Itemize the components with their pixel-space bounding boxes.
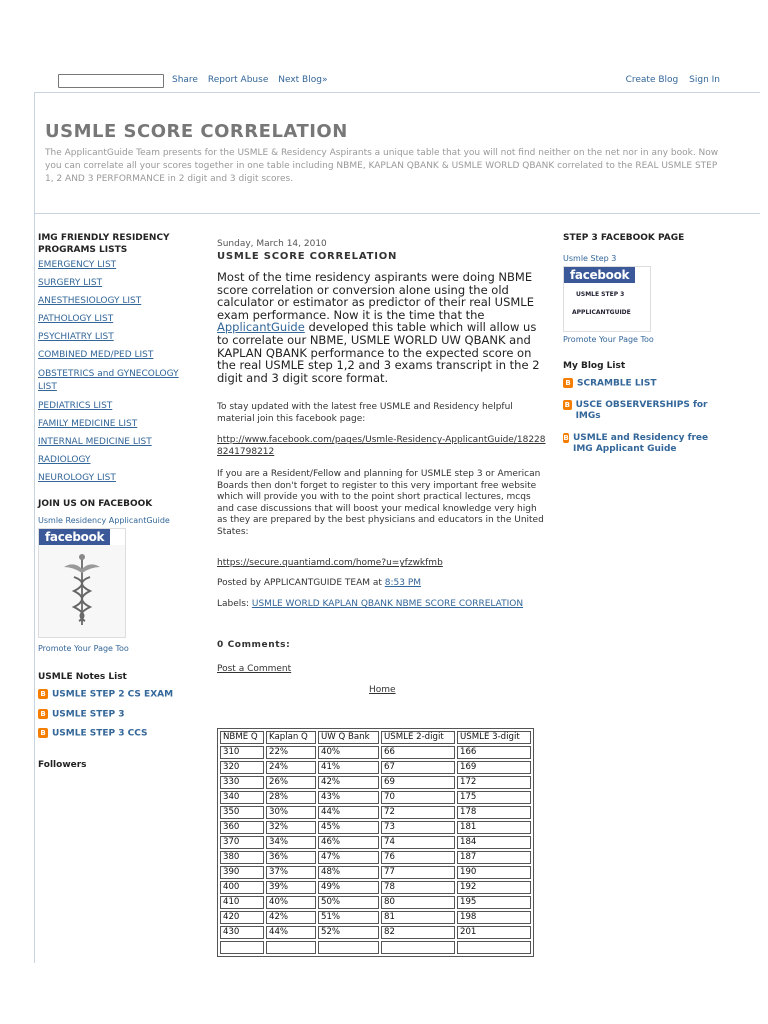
- post-comment-link[interactable]: Post a Comment: [217, 664, 292, 675]
- blog-list: [563, 378, 723, 455]
- table-cell: 340: [220, 791, 264, 804]
- blog-list-item[interactable]: B SCRAMBLE LIST: [563, 378, 723, 389]
- table-cell: 181: [457, 821, 531, 834]
- promote-page-link[interactable]: Promote Your Page Too: [38, 644, 129, 653]
- table-row: [220, 896, 531, 909]
- table-cell: 37%: [266, 866, 316, 879]
- post-intro: Most of the time residency aspirants were doing NBME score correlation or conversion alone using the old calculator or estimator as predictor of their real USMLE exam performance. Now it is the time that the ApplicantGuide developed this table which will allow us to correlate our NBME, USMLE WORLD UW QBANK and KAPLAN QBANK performance to the expected score on the real USMLE step 1,2 and 3 exams transcript in the 2 digit and 3 digit score format.: [217, 270, 540, 385]
- table-cell: 178: [457, 806, 531, 819]
- table-row: [220, 941, 531, 954]
- residency-link[interactable]: PSYCHIATRY LIST: [38, 332, 114, 342]
- facebook-logo: facebook: [39, 529, 110, 545]
- post-date: Sunday, March 14, 2010: [217, 239, 327, 249]
- post-title: USMLE SCORE CORRELATION: [217, 251, 398, 262]
- table-cell: 72: [381, 806, 455, 819]
- table-cell: [318, 941, 379, 954]
- blog-title[interactable]: USMLE SCORE CORRELATION: [45, 121, 348, 142]
- residency-link[interactable]: INTERNAL MEDICINE LIST: [38, 437, 152, 447]
- table-cell: 81: [381, 911, 455, 924]
- notes-item[interactable]: B USMLE STEP 3: [38, 709, 198, 720]
- residency-link[interactable]: PATHOLOGY LIST: [38, 314, 114, 324]
- table-cell: 42%: [318, 776, 379, 789]
- table-row: [220, 821, 531, 834]
- blog-description: The ApplicantGuide Team presents for the USMLE & Residency Aspirants a unique table that you will not find neither on the net nor in any book. Now you can correlate all your scores together in one table including NBME, KAPLAN QBANK & USMLE WORLD QBANK correlated to the REAL USMLE STEP 1, 2 AND 3 PERFORMANCE in 2 digit and 3 digit scores.: [45, 148, 719, 184]
- table-cell: 39%: [266, 881, 316, 894]
- facebook-page-link[interactable]: Usmle Residency ApplicantGuide: [38, 516, 170, 525]
- residency-link[interactable]: SURGERY LIST: [38, 278, 103, 288]
- promote-page-link[interactable]: Promote Your Page Too: [563, 335, 654, 344]
- table-cell: 201: [457, 926, 531, 939]
- table-cell: 430: [220, 926, 264, 939]
- residency-link[interactable]: ANESTHESIOLOGY LIST: [38, 296, 142, 306]
- residency-links-list: [38, 260, 198, 484]
- table-row: [220, 866, 531, 879]
- table-cell: 36%: [266, 851, 316, 864]
- notes-item[interactable]: B USMLE STEP 2 CS EXAM: [38, 689, 198, 700]
- residency-link[interactable]: PEDIATRICS LIST: [38, 401, 113, 411]
- step3-facebook-badge[interactable]: [563, 266, 651, 332]
- blog-header: [35, 93, 760, 214]
- notes-list: [38, 689, 198, 739]
- post-labels: Labels: USMLE WORLD KAPLAN QBANK NBME SCORE CORRELATION: [217, 599, 524, 610]
- facebook-badge[interactable]: [38, 528, 126, 638]
- table-cell: 370: [220, 836, 264, 849]
- table-cell: 48%: [318, 866, 379, 879]
- table-header-cell: USMLE 2-digit: [381, 731, 455, 744]
- caduceus-icon: [39, 545, 125, 637]
- table-cell: 190: [457, 866, 531, 879]
- table-cell: 69: [381, 776, 455, 789]
- table-cell: 73: [381, 821, 455, 834]
- table-cell: 50%: [318, 896, 379, 909]
- step3-heading: STEP 3 FACEBOOK PAGE: [563, 233, 685, 243]
- residency-link[interactable]: EMERGENCY LIST: [38, 260, 117, 270]
- table-cell: 76: [381, 851, 455, 864]
- resident-text: If you are a Resident/Fellow and planning for USMLE step 3 or American Boards then don't forget to register to this very important free website which will provide you with to the point short practical lectures, mcqs and case discussions that will boost your medical knowledge very high as they are prepared by the best physicians and educators in the United States:: [217, 469, 544, 537]
- table-cell: 44%: [266, 926, 316, 939]
- left-sidebar: [38, 232, 198, 771]
- residency-link[interactable]: OBSTETRICS and GYNECOLOGY LIST: [38, 369, 179, 392]
- search-input[interactable]: [58, 74, 164, 88]
- table-cell: 320: [220, 761, 264, 774]
- table-header-cell: NBME Q: [220, 731, 264, 744]
- residency-link[interactable]: RADIOLOGY: [38, 455, 91, 465]
- table-cell: 360: [220, 821, 264, 834]
- table-cell: 32%: [266, 821, 316, 834]
- table-row: [220, 776, 531, 789]
- blogger-icon: B: [38, 728, 48, 738]
- residency-lists-heading: IMG FRIENDLY RESIDENCY PROGRAMS LISTS: [38, 233, 170, 255]
- facebook-heading: JOIN US ON FACEBOOK: [38, 499, 153, 509]
- table-cell: 184: [457, 836, 531, 849]
- quantia-link[interactable]: https://secure.quantiamd.com/home?u=yfzwkfmb: [217, 558, 443, 569]
- post-time-link[interactable]: 8:53 PM: [384, 577, 422, 588]
- facebook-text: To stay updated with the latest free USMLE and Residency helpful material join this facebook page:: [217, 402, 513, 424]
- table-cell: 30%: [266, 806, 316, 819]
- blog-list-item[interactable]: B USMLE and Residency free IMG Applicant Guide: [563, 432, 709, 454]
- table-header-cell: UW Q Bank: [318, 731, 379, 744]
- table-row: [220, 746, 531, 759]
- table-cell: 330: [220, 776, 264, 789]
- blogger-icon: B: [563, 433, 569, 442]
- comments-count: 0 Comments:: [217, 639, 291, 650]
- table-cell: 380: [220, 851, 264, 864]
- table-header-cell: Kaplan Q: [266, 731, 316, 744]
- facebook-url-link[interactable]: http://www.facebook.com/pages/Usmle-Residency-ApplicantGuide/182288241798212: [217, 435, 546, 457]
- table-row: [220, 926, 531, 939]
- table-cell: 40%: [318, 746, 379, 759]
- table-cell: [220, 941, 264, 954]
- notes-item[interactable]: B USMLE STEP 3 CCS: [38, 728, 198, 739]
- table-cell: 420: [220, 911, 264, 924]
- table-row: [220, 851, 531, 864]
- table-cell: 172: [457, 776, 531, 789]
- table-cell: 74: [381, 836, 455, 849]
- table-cell: 192: [457, 881, 531, 894]
- table-cell: 43%: [318, 791, 379, 804]
- table-cell: 195: [457, 896, 531, 909]
- table-cell: 28%: [266, 791, 316, 804]
- table-cell: 24%: [266, 761, 316, 774]
- table-cell: 77: [381, 866, 455, 879]
- table-cell: 166: [457, 746, 531, 759]
- table-cell: 40%: [266, 896, 316, 909]
- table-cell: 350: [220, 806, 264, 819]
- table-cell: [381, 941, 455, 954]
- share-link[interactable]: Share: [172, 75, 198, 85]
- navbar-left-links: [172, 75, 334, 85]
- post-footer: Posted by APPLICANTGUIDE TEAM at 8:53 PM: [217, 577, 422, 588]
- home-link[interactable]: Home: [369, 684, 396, 695]
- table-cell: 187: [457, 851, 531, 864]
- sign-in-link[interactable]: Sign In: [689, 75, 720, 85]
- table-cell: 26%: [266, 776, 316, 789]
- table-cell: 67: [381, 761, 455, 774]
- table-cell: 49%: [318, 881, 379, 894]
- table-cell: 42%: [266, 911, 316, 924]
- blogger-navbar: [0, 72, 768, 92]
- table-row: [220, 791, 531, 804]
- table-cell: 310: [220, 746, 264, 759]
- facebook-logo: facebook: [564, 267, 635, 283]
- blogger-icon: B: [38, 709, 48, 719]
- table-cell: 82: [381, 926, 455, 939]
- table-cell: 44%: [318, 806, 379, 819]
- applicantguide-link[interactable]: ApplicantGuide: [217, 320, 305, 335]
- table-row: [220, 881, 531, 894]
- create-blog-link[interactable]: Create Blog: [625, 75, 679, 85]
- residency-link[interactable]: FAMILY MEDICINE LIST: [38, 419, 138, 429]
- table-cell: 169: [457, 761, 531, 774]
- label-link[interactable]: USMLE WORLD KAPLAN QBANK NBME SCORE CORRELATION: [251, 599, 524, 610]
- caduceus-image: [39, 545, 125, 637]
- table-header-row: [220, 731, 531, 744]
- next-blog-link[interactable]: Next Blog»: [278, 75, 328, 85]
- table-cell: 41%: [318, 761, 379, 774]
- blog-list-heading: My Blog List: [563, 361, 626, 371]
- table-cell: 34%: [266, 836, 316, 849]
- navbar-right-links: [618, 75, 720, 85]
- table-cell: 410: [220, 896, 264, 909]
- residency-link[interactable]: COMBINED MED/PED LIST: [38, 350, 154, 360]
- post-area: [217, 239, 547, 696]
- blogger-icon: B: [564, 400, 570, 409]
- notes-heading: USMLE Notes List: [38, 672, 127, 682]
- table-row: [220, 761, 531, 774]
- table-cell: 46%: [318, 836, 379, 849]
- table-row: [220, 836, 531, 849]
- table-row: [220, 806, 531, 819]
- table-cell: 175: [457, 791, 531, 804]
- score-correlation-table: [217, 728, 534, 957]
- table-cell: 198: [457, 911, 531, 924]
- table-cell: [266, 941, 316, 954]
- table-row: [220, 911, 531, 924]
- followers-heading: Followers: [38, 759, 87, 770]
- table-cell: 390: [220, 866, 264, 879]
- residency-link[interactable]: NEUROLOGY LIST: [38, 473, 116, 483]
- blogger-icon: B: [38, 689, 48, 699]
- table-cell: 22%: [266, 746, 316, 759]
- table-cell: 45%: [318, 821, 379, 834]
- table-cell: 70: [381, 791, 455, 804]
- table-header-cell: USMLE 3-digit: [457, 731, 531, 744]
- step3-image: USMLE STEP 3 APPLICANTGUIDE: [564, 283, 650, 331]
- report-abuse-link[interactable]: Report Abuse: [207, 75, 269, 85]
- table-cell: 78: [381, 881, 455, 894]
- table-cell: 80: [381, 896, 455, 909]
- table-cell: 400: [220, 881, 264, 894]
- table-cell: 47%: [318, 851, 379, 864]
- right-sidebar: [563, 232, 723, 464]
- table-cell: 51%: [318, 911, 379, 924]
- step3-page-link[interactable]: Usmle Step 3: [563, 254, 617, 263]
- table-cell: 66: [381, 746, 455, 759]
- table-cell: [457, 941, 531, 954]
- table-cell: 52%: [318, 926, 379, 939]
- blogger-icon: B: [563, 378, 573, 388]
- blog-list-item[interactable]: B USCE OBSERVERSHIPS for IMGs: [564, 399, 708, 421]
